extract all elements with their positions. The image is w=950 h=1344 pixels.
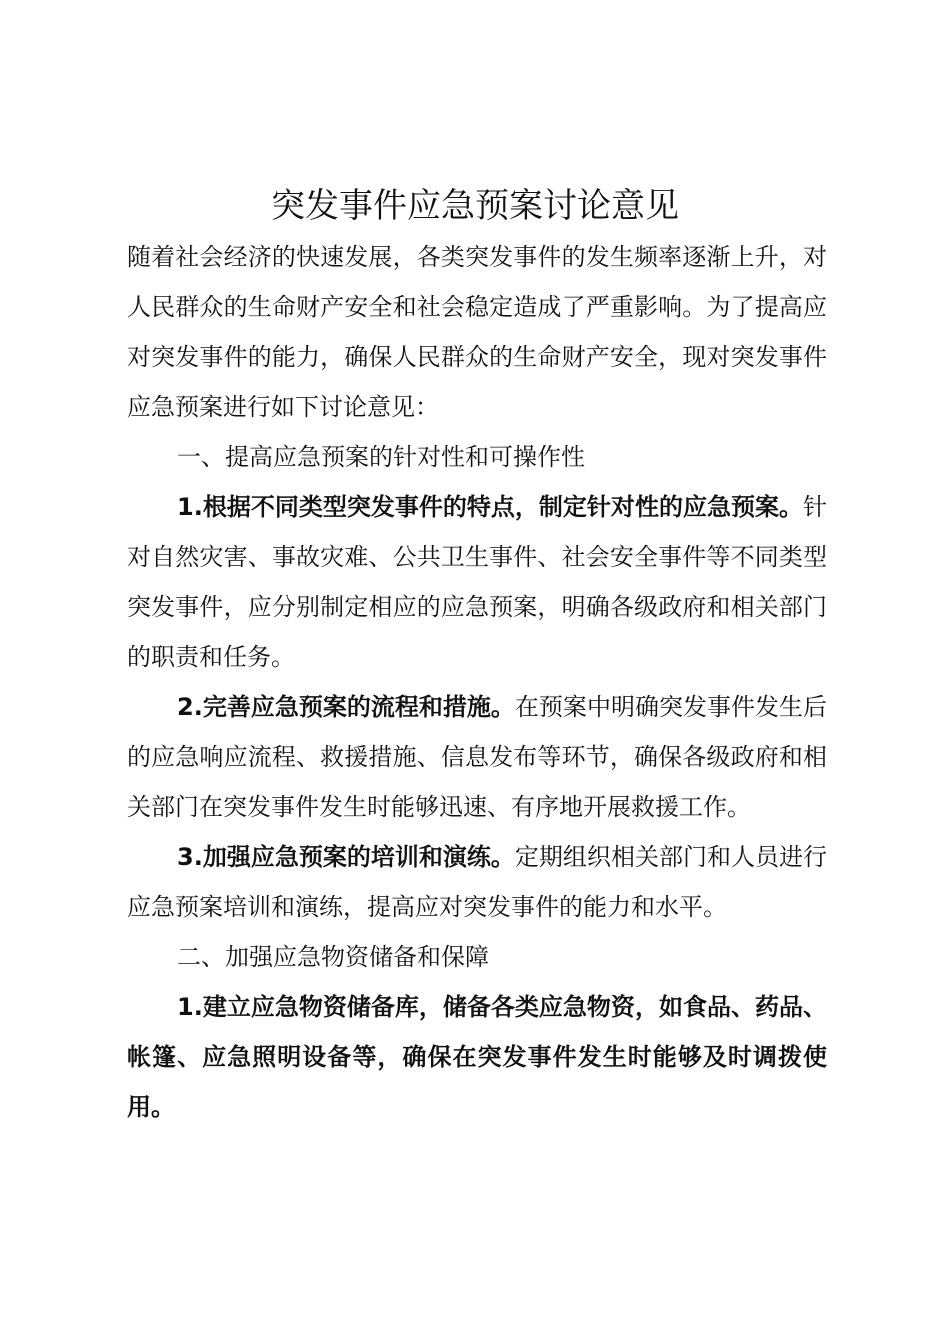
document-body [127,232,827,1132]
section1-item-3 [127,832,827,932]
section2-item-1 [127,982,827,1132]
section-heading-2: 二、加强应急物资储备和保障 [177,943,489,971]
intro-paragraph: 随着社会经济的快速发展，各类突发事件的发生频率逐渐上升，对人民群众的生命财产安全和社会稳定造成了严重影响。为了提高应对突发事件的能力，确保人民群众的生命财产安全，现对突发事件应急预案进行如下讨论意见： [127,243,827,421]
section1-item-2 [127,682,827,832]
item-body-text: 在预案中明确突发事件发生后的应急响应流程、救援措施、信息发布等环节，确保各级政府和相关部门在突发事件发生时能够迅速、有序地开展救援工作。 [127,693,828,821]
document-title: 突发事件应急预案讨论意见 [271,186,679,226]
item-lead-bold: 1.根据不同类型突发事件的特点，制定针对性的应急预案。 [177,493,803,521]
item-body-text: 定期组织相关部门和人员进行应急预案培训和演练，提高应对突发事件的能力和水平。 [127,843,828,921]
item-lead-bold: 2.完善应急预案的流程和措施。 [177,693,515,721]
item-body-text: 针对自然灾害、事故灾难、公共卫生事件、社会安全事件等不同类型突发事件，应分别制定相应的应急预案，明确各级政府和相关部门的职责和任务。 [127,493,827,671]
section-heading-1: 一、提高应急预案的针对性和可操作性 [177,443,585,471]
section1-item-1 [127,482,827,682]
item-lead-bold: 3.加强应急预案的培训和演练。 [177,843,515,871]
item-lead-bold: 1.建立应急物资储备库，储备各类应急物资，如食品、药品、帐篷、应急照明设备等，确保在突发事件发生时能够及时调拨使用。 [127,993,827,1121]
